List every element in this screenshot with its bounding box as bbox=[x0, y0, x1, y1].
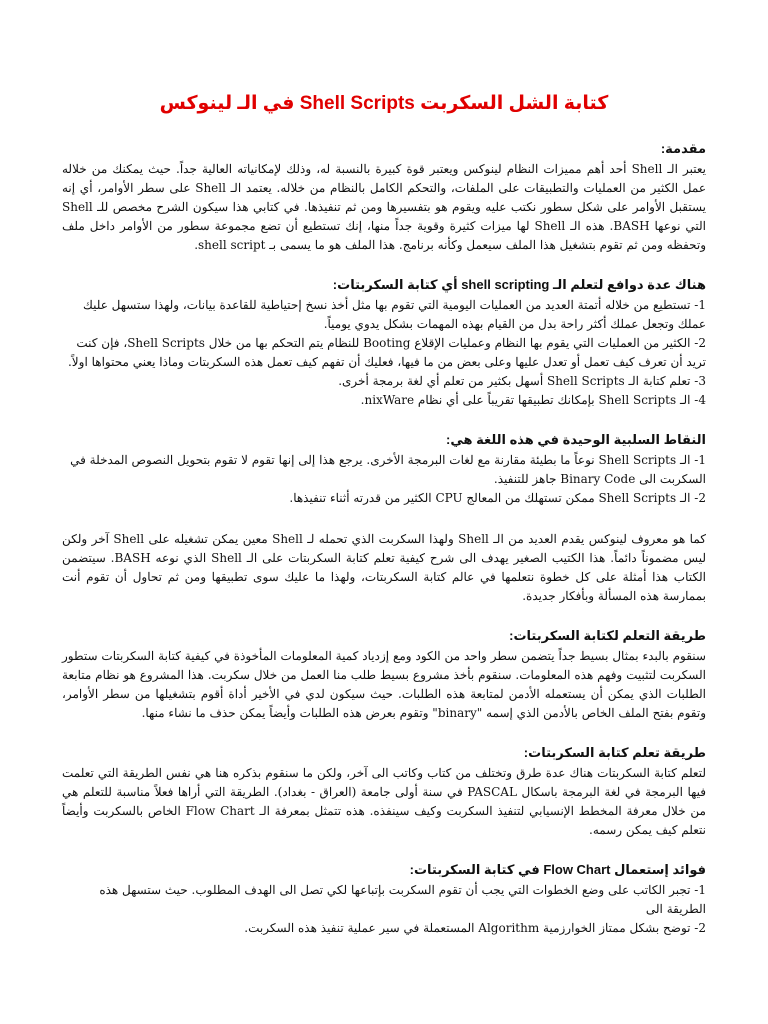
list-item: 2- الـ Shell Scripts ممكن تستهلك من المعالج CPU الكثير من قدرته أثناء تنفيذها. bbox=[289, 491, 706, 505]
page-title: كتابة الشل السكربت Shell Scripts في الـ لينوكس bbox=[159, 93, 609, 114]
list-item: 2- الكثير من العمليات التي يقوم بها النظام وعمليات الإقلاع Booting للنظام يتم التحكم بها من خلال Shell Scripts، فإن كنت تريد أن تعرف كيف تعمل أو تعدل عليها وعلى بعض من ما فيها، فعليك أن تفهم كيف تعمل هذه السكربتات وماذا يعني محتواها اولاً. bbox=[67, 336, 706, 369]
section-paragraph: يعتبر الـ Shell أحد أهم مميزات النظام لينوكس ويعتبر قوة كبيرة بالنسبة له، وذلك لإمكانياته العالية جداً. حيث يمكنك من خلاله عمل الكثير من العمليات والتطبيقات على الملفات، والتحكم الكامل بالنظام من خلاله. يعتمد الـ Shell على سطر الأوامر، أي إنه يستقبل الأوامر على شكل سطور نكتب عليه ويقوم هو بتفسيرها ومن ثم تنفيذها. في كتابي هذا سيكون الشرح مخصص للـ Shell التي نوعها BASH. هذه الـ Shell لها ميزات كثيرة وقوية جداً منها، إنك تستطيع أن تضع مجموعة سطور من الأوامر داخل ملف وتحفظه ومن ثم تقوم بتشغيل هذا الملف سيعمل وكأنه برنامج. هذا الملف هو ما يسمى بـ shell script. bbox=[62, 162, 706, 252]
section-heading: فوائد إستعمال Flow Chart في كتابة السكربتات: bbox=[409, 862, 706, 877]
list-item: 1- تجبر الكاتب على وضع الخطوات التي يجب أن تقوم السكربت بإتباعها لكي تصل الى الهدف المطلوب. حيث ستسهل هذه الطريقة الى bbox=[99, 883, 706, 916]
section-intro bbox=[62, 141, 706, 255]
section-flowchart-benefits bbox=[62, 862, 706, 938]
list-item: 4- الـ Shell Scripts بإمكانك تطبيقها تقريباً على أي نظام nixWare. bbox=[360, 393, 706, 407]
section-heading: طريقة تعلم كتابة السكربتات: bbox=[523, 745, 706, 760]
list-item: 2- توضح بشكل ممتاز الخوارزمية Algorithm المستعملة في سير عملية تنفيذ هذه السكربت. bbox=[244, 921, 706, 935]
section-paragraph: سنقوم بالبدء بمثال بسيط جداً يتضمن سطر واحد من الكود ومع إزدياد كمية المعلومات المأخوذة في كيفية كتابة السكربتات ستطور السكربت لتثبيت وفهم هذه المعلومات. سنقوم بأخذ مشروع بسيط طلب منا العمل من خلال سكربت. هذا المشروع هو نظام متابعة الطلبات الذي يمكن أن يستعمله الأدمن لمتابعة هذه الطلبات. حيث سيكون لدي في الأخير أداة أقوم بتشغيلها من سطر الأوامر، وتقوم بفتح الملف الخاص بالأدمن الذي إسمه "binary" وتقوم بعرض هذه الطلبات وأيضاً يمكن حذف ما نشاء منها. bbox=[62, 649, 706, 720]
list-item: 1- الـ Shell Scripts نوعاً ما بطيئة مقارنة مع لغات البرمجة الأخرى. يرجع هذا إلى إنها تقوم لا تقوم بتحويل النصوص المدخلة في السكربت الى Binary Code جاهز للتنفيذ. bbox=[70, 453, 706, 486]
section-shell-variety bbox=[62, 530, 706, 606]
section-learning-method bbox=[62, 628, 706, 723]
section-paragraph: لتعلم كتابة السكربتات هناك عدة طرق وتختلف من كتاب وكاتب الى آخر، ولكن ما سنقوم بذكره هنا هي نفس الطريقة التي تعلمت فيها البرمجة في لغة البرمجة باسكال PASCAL في سنة أولى جامعة (العراق - بغداد). الطريقة التي أراها فعلاً مناسبة للتعلم هي من خلال معرفة المخطط الإنسيابي لتنفيذ السكربت وكيف سينفذه. هذه تتمثل بمعرفة الـ Flow Chart الخاص بالسكربت وأيضاً نتعلم كيف يمكن رسمه. bbox=[62, 766, 706, 837]
list-item: 1- تستطيع من خلاله أتمتة العديد من العمليات اليومية التي تقوم بها مثل أخذ نسخ إحتياطية للقاعدة بيانات، ولهذا ستسهل عليك عملك وتجعل عملك أكثر راحة بدل من القيام بهذه المهمات بشكل يدوي يومياً. bbox=[82, 298, 706, 331]
section-motivations bbox=[62, 277, 706, 410]
section-heading: طريقة التعلم لكتابة السكربتات: bbox=[509, 628, 706, 643]
list-item: 3- تعلم كتابة الـ Shell Scripts أسهل بكثير من تعلم أي لغة برمجة أخرى. bbox=[338, 374, 706, 388]
section-heading: مقدمة: bbox=[660, 141, 706, 156]
section-drawbacks bbox=[62, 432, 706, 508]
section-learning-way bbox=[62, 745, 706, 840]
section-heading: النقاط السلبية الوحيدة في هذه اللغة هي: bbox=[446, 432, 706, 447]
section-heading: هناك عدة دوافع لتعلم الـ shell scripting أي كتابة السكربتات: bbox=[332, 277, 706, 292]
section-paragraph: كما هو معروف لينوكس يقدم العديد من الـ Shell ولهذا السكربت الذي تحمله لـ Shell معين يمكن تشغيله على Shell آخر ولكن ليس مضموناً دائماً. هذا الكتيب الصغير يهدف الى شرح كيفية تعلم كتابة السكربتات على الـ Shell الذي نوعه BASH. سيتضمن الكتاب هذا أمثلة على كل خطوة نتعلمها في عالم كتابة السكربتات، ولهذا ما عليك سوى تطبيقها ومن ثم تحاول أن تقوم أنت بممارسة هذه المسألة وبأفكار جديدة. bbox=[62, 532, 706, 603]
